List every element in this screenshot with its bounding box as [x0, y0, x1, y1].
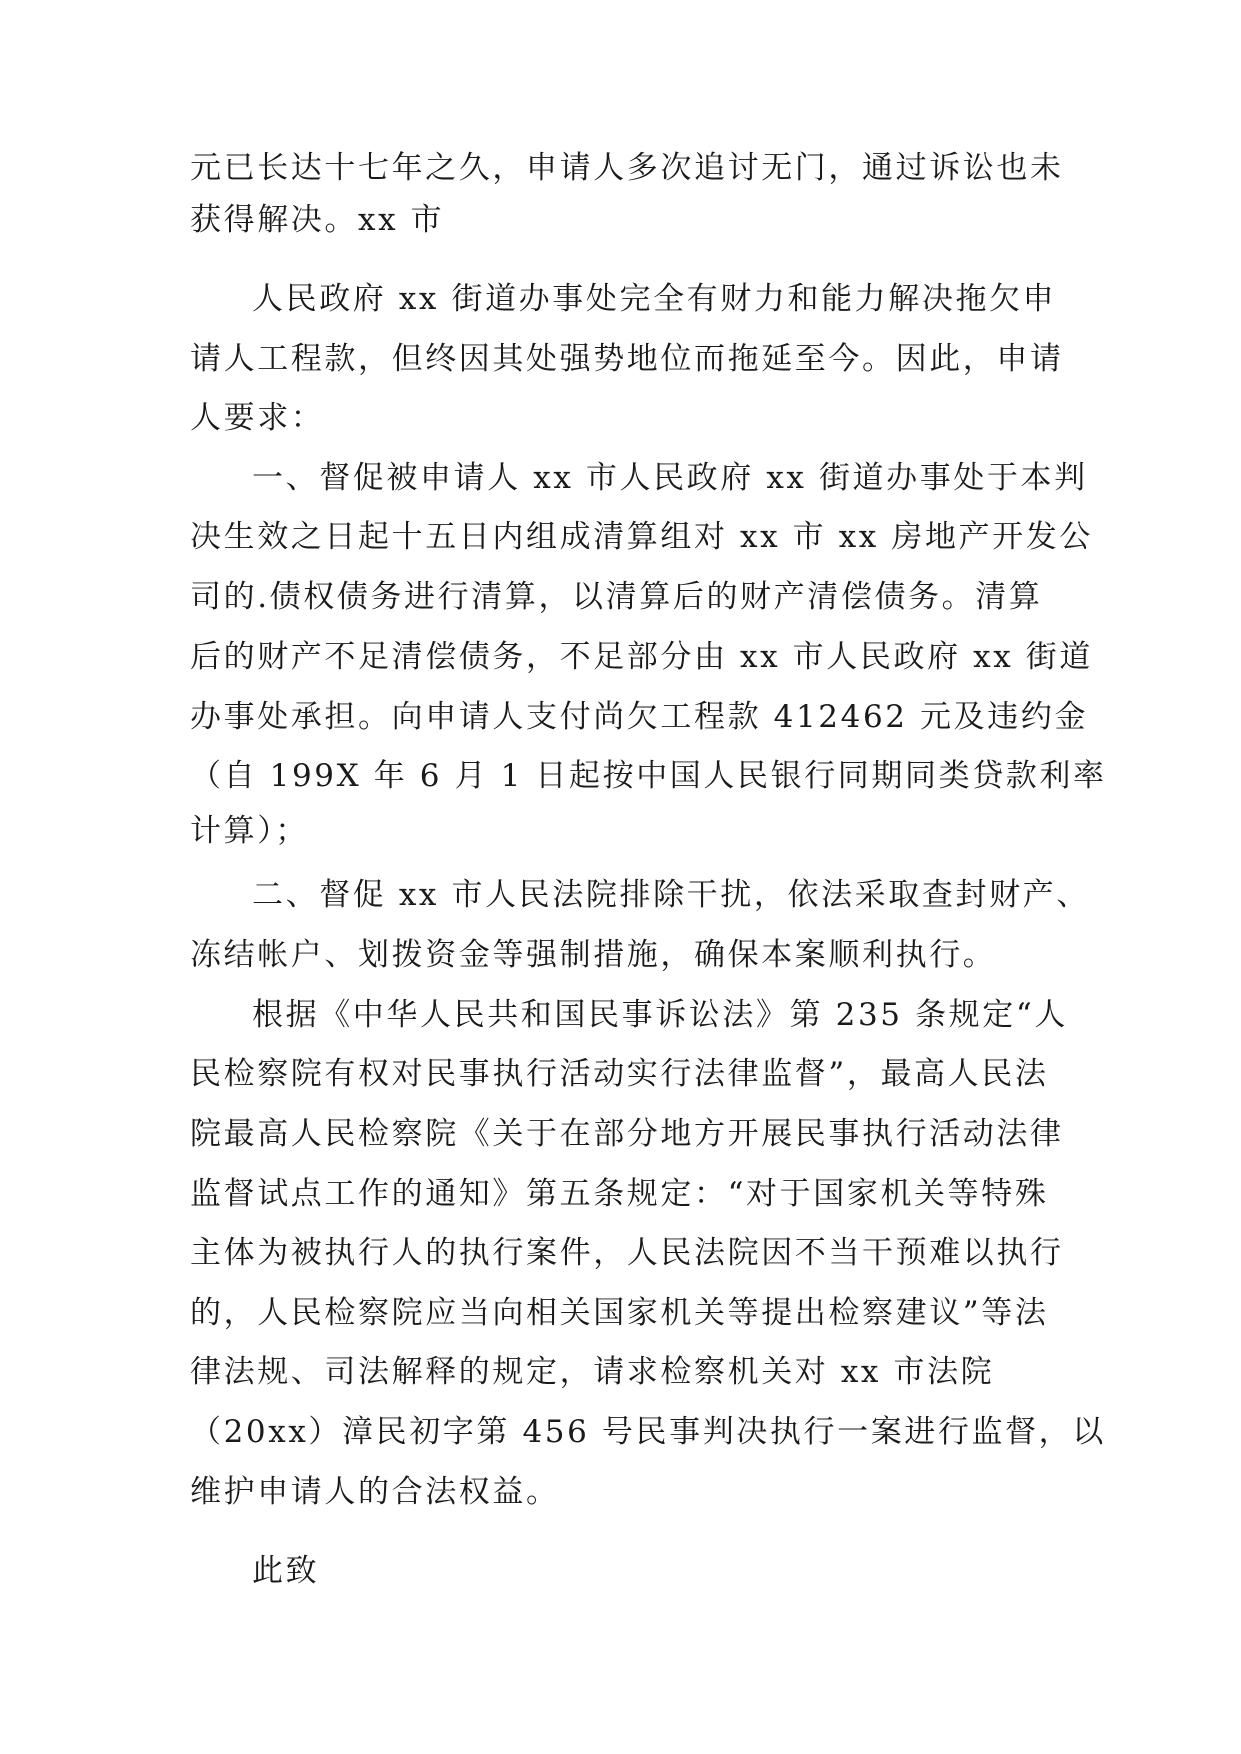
text-line: 的，人民检察院应当向相关国家机关等提出检察建议”等法: [190, 1295, 1049, 1331]
closing-salutation: 此致: [252, 1553, 320, 1589]
text-line: 主体为被执行人的执行案件，人民法院因不当干预难以执行: [190, 1235, 1064, 1271]
text-line: 人要求：: [190, 400, 325, 436]
text-line: 计算）；: [190, 813, 309, 849]
text-line: 办事处承担。向申请人支付尚欠工程款 412462 元及违约金: [190, 699, 1089, 735]
text-line: 元已长达十七年之久，申请人多次追讨无门，通过诉讼也未: [190, 150, 1064, 186]
text-line: 根据《中华人民共和国民事诉讼法》第 235 条规定“人: [252, 997, 1068, 1033]
text-line: 律法规、司法解释的规定，请求检察机关对 xx 市法院: [190, 1354, 995, 1390]
text-line: 监督试点工作的通知》第五条规定：“对于国家机关等特殊: [190, 1176, 1049, 1212]
text-line: 维护申请人的合法权益。: [190, 1474, 560, 1510]
text-line: 请人工程款，但终因其处强势地位而拖延至今。因此，申请: [190, 341, 1064, 377]
text-line: 二、督促 xx 市人民法院排除干扰，依法采取查封财产、: [252, 877, 1090, 913]
text-line: 司的.债权债务进行清算，以清算后的财产清偿债务。清算: [190, 579, 1043, 615]
text-line: 决生效之日起十五日内组成清算组对 xx 市 xx 房地产开发公: [190, 519, 1093, 555]
text-line: 人民政府 xx 街道办事处完全有财力和能力解决拖欠申: [252, 281, 1057, 317]
text-line: 获得解决。xx 市: [190, 202, 445, 238]
text-line: 院最高人民检察院《关于在部分地方开展民事执行活动法律: [190, 1116, 1064, 1152]
text-line: 后的财产不足清偿债务，不足部分由 xx 市人民政府 xx 街道: [190, 639, 1093, 675]
text-line: 一、督促被申请人 xx 市人民政府 xx 街道办事处于本判: [252, 460, 1088, 496]
text-line: 民检察院有权对民事执行活动实行法律监督”，最高人民法: [190, 1056, 1049, 1092]
text-line: （20xx）漳民初字第 456 号民事判决执行一案进行监督，以: [190, 1414, 1106, 1450]
text-line: 冻结帐户、划拨资金等强制措施，确保本案顺利执行。: [190, 937, 997, 973]
text-line: （自 199X 年 6 月 1 日起按中国人民银行同期同类贷款利率: [190, 758, 1107, 794]
